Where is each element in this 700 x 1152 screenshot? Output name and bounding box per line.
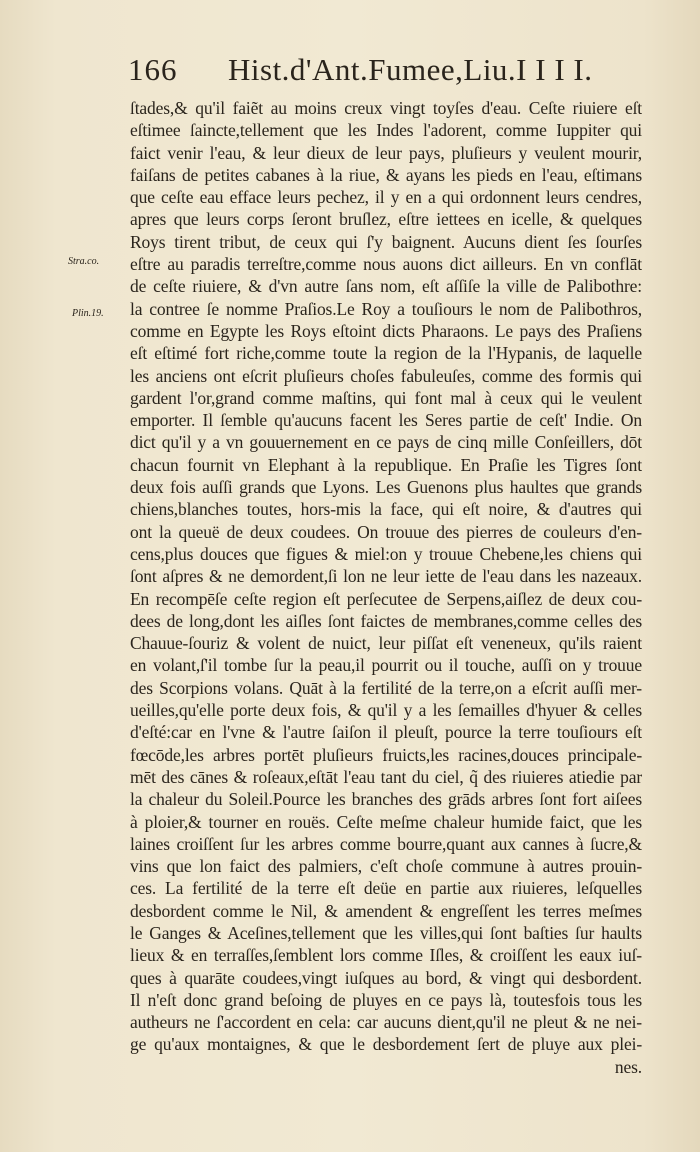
text-line: des Scorpions volans. Quāt à la fertilité de la terre,on a eſcrit auſſi mer- <box>130 677 642 698</box>
text-line: dict qu'il y a vn gouuernement en ce pays de cinq mille Conſeillers, dōt <box>130 432 642 453</box>
text-line: eſtimee ſaincte,tellement que les Indes l'adorent, comme Iuppiter qui <box>130 120 642 141</box>
text-line: ques à quarāte coudees,vingt iuſques au bord, & vingt qui desbordent. <box>130 967 642 988</box>
text-line: eſtre au paradis terreſtre,comme nous auons dict ailleurs. En vn conflāt <box>130 254 642 275</box>
text-line: ſont aſpres & ne demordent,ſi lon ne leur iette de l'eau dans les nazeaux. <box>130 566 642 587</box>
page-header <box>128 52 648 92</box>
text-line: chacun fournit vn Elephant à la republique. En Praſie les Tigres ſont <box>130 454 642 475</box>
text-line: Chauue-ſouriz & volent de nuict, leur piſſat eſt veneneux, qu'ils raient <box>130 633 642 654</box>
text-line: dees de long,dont les aiſles ſont faictes de membranes,comme celles des <box>130 610 642 631</box>
text-line: le Ganges & Aceſines,tellement que les villes,qui ſont baſties ſur haults <box>130 922 642 943</box>
text-line: deux fois auſſi grands que Lyons. Les Guenons plus haultes que grands <box>130 477 642 498</box>
text-line: ſtades,& qu'il faiẽt au moins creux vingt toyſes d'eau. Ceſte riuiere eſt <box>130 98 642 118</box>
text-line: ueilles,qu'elle porte deux fois, & qu'il y a les ſemailles d'hyuer & celles <box>130 700 642 721</box>
text-line: lieux & en terraſſes,ſemblent lors comme Iſles, & croiſſent les eaux iuſ- <box>130 945 642 966</box>
text-line: faiſans de petites cabanes à la riue, & ayans les pieds en l'eau, eſtimans <box>130 164 642 185</box>
margin-notes <box>0 0 120 1152</box>
text-line: cens,plus douces que figues & miel:on y trouue Chebene,les chiens qui <box>130 543 642 564</box>
text-line: la chaleur du Soleil.Pource les branches des grāds arbres ſont fort aiſees <box>130 789 642 810</box>
text-line: chiens,blanches toutes, hors-mis la face, qui eſt noire, & d'autres qui <box>130 499 642 520</box>
text-line: apres que leurs corps ſeront bruſlez, eſtre iettees en icelle, & quelques <box>130 209 642 230</box>
text-line: nes. <box>614 1056 642 1077</box>
text-line: d'eſté:car en l'vne & l'autre ſaiſon il pleuſt, pource la terre touſiours eſt <box>130 722 642 743</box>
text-line: en volant,ſ'il tombe ſur la peau,il pourrit ou il touche, auſſi on y trouue <box>130 655 642 676</box>
margin-note: Plin.19. <box>72 308 104 319</box>
text-line: autheurs ne ſ'accordent en cela: car aucuns dient,qu'il ne pleut & ne nei- <box>130 1012 642 1033</box>
text-line: ont la queuë de deux coudees. On trouue des pierres de couleurs d'en- <box>130 521 642 542</box>
text-line: de ceſte riuiere, & d'vn autre ſans nom, eſt aſſiſe la ville de Palibothre: <box>130 276 642 297</box>
text-line: laines croiſſent ſur les arbres comme bourre,quant aux cannes à ſucre,& <box>130 833 642 854</box>
page-number: 166 <box>128 52 178 87</box>
text-line: Il n'eſt donc grand beſoing de pluyes en ce pays là, toutesfois tous les <box>130 989 642 1010</box>
text-line: emporter. Il ſemble qu'aucuns facent les Seres partie de ceſt' Indie. On <box>130 410 642 431</box>
text-line: Roys tirent tribut, de ceux qui ſ'y baignent. Aucuns dient ſes ſourſes <box>130 231 642 252</box>
text-line: comme en Egypte les Roys eſtoint dicts Pharaons. Le pays des Praſiens <box>130 320 642 341</box>
text-line: eſt eſtimé fort riche,comme toute la region de la l'Hypanis, de laquelle <box>130 343 642 364</box>
text-line: les anciens ont eſcrit pluſieurs choſes fabuleuſes, comme des formis qui <box>130 365 642 386</box>
text-line: fœcōde,les arbres portēt pluſieurs fruicts,les racines,douces principale- <box>130 744 642 765</box>
text-line: que ceſte eau efface leurs pechez, il y en a qui ordonnent leurs cendres, <box>130 187 642 208</box>
text-line: gardent l'or,grand comme maſtins, qui font mal à ceux qui le veulent <box>130 387 642 408</box>
text-line: ces. La fertilité de la terre eſt deüe en partie aux riuieres, leſquelles <box>130 878 642 899</box>
text-line: mēt des cānes & roſeaux,eſtāt l'eau tant du ciel, q̃ des riuieres atiedie par <box>130 766 642 787</box>
text-line: vins que lon faict des palmiers, c'eſt choſe commune à autres prouin- <box>130 856 642 877</box>
text-line: desbordent comme le Nil, & amendent & engreſſent les terres meſmes <box>130 900 642 921</box>
text-line: ge qu'aux montaignes, & que le desbordement ſert de pluye aux plei- <box>130 1034 642 1055</box>
running-title: Hist.d'Ant.Fumee,Liu.I I I I. <box>228 52 593 87</box>
text-line: faict venir l'eau, & leur dieux de leur pays, pluſieurs y veulent mourir, <box>130 142 642 163</box>
margin-note: Stra.co. <box>68 256 100 267</box>
body-text <box>130 97 642 1078</box>
text-line: la contree ſe nomme Praſios.Le Roy a touſiours le nom de Palibothros, <box>130 298 642 319</box>
text-line: En recompēſe ceſte region eſt perſecutee de Serpens,aiſlez de deux cou- <box>130 588 642 609</box>
text-line: à ploier,& tourner en rouës. Ceſte meſme chaleur humide faict, que les <box>130 811 642 832</box>
